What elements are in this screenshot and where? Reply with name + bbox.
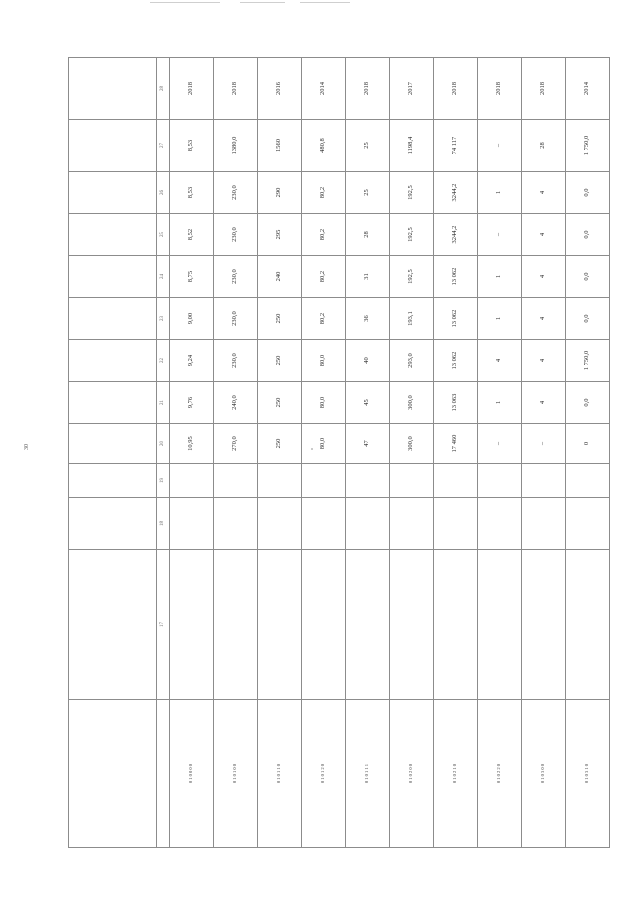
cell-y1: 250: [258, 382, 302, 424]
cell-y3: 250: [258, 298, 302, 340]
column-number-cell: 21: [157, 382, 170, 424]
header-cell-y6: [69, 172, 157, 214]
header-cell-y3: [69, 298, 157, 340]
cell-y6: 0,0: [566, 172, 610, 214]
cell-y1: 4: [522, 382, 566, 424]
cell-y4: 8,75: [170, 256, 214, 298]
cell-y6: 3244,2: [434, 172, 478, 214]
column-number-row: [157, 58, 170, 848]
column-number-cell: 25: [157, 214, 170, 256]
cell-year: 2018: [434, 58, 478, 120]
cell-y6: 4: [522, 172, 566, 214]
cell-name: [170, 550, 214, 700]
cell-y5: 295: [258, 214, 302, 256]
header-cell-name: [69, 550, 157, 700]
table-row: [390, 58, 434, 848]
cell-value: 8,53: [170, 120, 214, 172]
cell-year: 2018: [346, 58, 390, 120]
column-number-cell: 23: [157, 298, 170, 340]
cell-y3: 36: [346, 298, 390, 340]
column-number-cell: 22: [157, 340, 170, 382]
column-number-cell: 26: [157, 172, 170, 214]
table-row: [302, 58, 346, 848]
cell-y4: 4: [522, 256, 566, 298]
column-number-cell: 20: [157, 424, 170, 464]
cell-codes: 0 1 0 0 0 0: [170, 700, 214, 848]
cell-y5: 28: [346, 214, 390, 256]
cell-baseline: 47: [346, 424, 390, 464]
cell-col_b: [302, 464, 346, 498]
cell-y1: 0,0: [566, 382, 610, 424]
cell-y4: 1: [478, 256, 522, 298]
cell-y2: 4: [522, 340, 566, 382]
header-cell-col_b: [69, 464, 157, 498]
cell-unit: [170, 498, 214, 550]
column-number-cell: 24: [157, 256, 170, 298]
cell-year: 2018: [522, 58, 566, 120]
cell-name: [478, 550, 522, 700]
cell-y4: 31: [346, 256, 390, 298]
cell-baseline: 250: [258, 424, 302, 464]
indicator-table: [68, 57, 610, 848]
cell-y5: 192,5: [390, 214, 434, 256]
cell-y2: 1 750,0: [566, 340, 610, 382]
cell-col_b: [390, 464, 434, 498]
table-row: [170, 58, 214, 848]
cell-baseline: 10,95: [170, 424, 214, 464]
table-header-row: [69, 58, 157, 848]
cell-y6: 80,2: [302, 172, 346, 214]
cell-baseline: 17 460: [434, 424, 478, 464]
column-number-cell: 27: [157, 120, 170, 172]
cell-year: 2018: [214, 58, 258, 120]
cell-baseline: 0: [566, 424, 610, 464]
header-cell-y5: [69, 214, 157, 256]
cell-baseline: 270,0: [214, 424, 258, 464]
cell-name: [214, 550, 258, 700]
table-row: [258, 58, 302, 848]
scan-edge-line: [240, 2, 285, 3]
cell-col_b: [214, 464, 258, 498]
cell-col_b: [170, 464, 214, 498]
cell-name: [390, 550, 434, 700]
cell-y3: 193,1: [390, 298, 434, 340]
cell-unit: [434, 498, 478, 550]
cell-value: 28: [522, 120, 566, 172]
cell-year: 2018: [478, 58, 522, 120]
cell-value: –: [478, 120, 522, 172]
cell-col_b: [258, 464, 302, 498]
cell-codes: 0 1 0 1 1 1: [346, 700, 390, 848]
cell-value: 1380,0: [214, 120, 258, 172]
cell-col_b: [478, 464, 522, 498]
cell-year: 2018: [170, 58, 214, 120]
cell-name: [346, 550, 390, 700]
cell-baseline: –: [478, 424, 522, 464]
cell-codes: 0 1 0 1 0 0: [214, 700, 258, 848]
cell-value: 74 117: [434, 120, 478, 172]
cell-unit: [478, 498, 522, 550]
cell-y2: 4: [478, 340, 522, 382]
cell-y6: 290: [258, 172, 302, 214]
cell-col_b: [346, 464, 390, 498]
cell-y5: 230,0: [214, 214, 258, 256]
cell-y3: 13 062: [434, 298, 478, 340]
rotated-table-container: [68, 58, 610, 848]
table-row: [478, 58, 522, 848]
cell-name: [302, 550, 346, 700]
cell-y1: 9,76: [170, 382, 214, 424]
header-cell-value: [69, 120, 157, 172]
cell-y3: 4: [522, 298, 566, 340]
cell-col_b: [566, 464, 610, 498]
page-marker: 30: [24, 444, 30, 450]
cell-y2: 293,0: [390, 340, 434, 382]
cell-unit: [302, 498, 346, 550]
header-cell-y1: [69, 382, 157, 424]
scan-edge-line: [300, 2, 350, 3]
cell-value: 25: [346, 120, 390, 172]
cell-y3: 9,00: [170, 298, 214, 340]
cell-unit: [346, 498, 390, 550]
cell-y2: 13 062: [434, 340, 478, 382]
cell-y2: 80,0: [302, 340, 346, 382]
cell-col_b: [434, 464, 478, 498]
cell-y1: 1: [478, 382, 522, 424]
header-cell-year: [69, 58, 157, 120]
cell-codes: 0 1 0 2 2 0: [478, 700, 522, 848]
header-cell-y4: [69, 256, 157, 298]
cell-unit: [214, 498, 258, 550]
cell-y1: 13 063: [434, 382, 478, 424]
cell-col_b: [522, 464, 566, 498]
cell-baseline: 300,0: [390, 424, 434, 464]
cell-y4: 0,0: [566, 256, 610, 298]
header-cell-baseline: [69, 424, 157, 464]
cell-y6: 8,53: [170, 172, 214, 214]
cell-codes: 0 1 0 1 1 0: [258, 700, 302, 848]
cell-y1: 240,0: [214, 382, 258, 424]
cell-y4: 230,0: [214, 256, 258, 298]
cell-codes: 0 1 0 1 2 0: [302, 700, 346, 848]
cell-y4: 240: [258, 256, 302, 298]
cell-y4: 80,2: [302, 256, 346, 298]
cell-value: 1198,4: [390, 120, 434, 172]
cell-name: [434, 550, 478, 700]
cell-unit: [390, 498, 434, 550]
cell-year: 2017: [390, 58, 434, 120]
scan-speck: [311, 448, 313, 450]
cell-y4: 192,5: [390, 256, 434, 298]
cell-y1: 80,0: [302, 382, 346, 424]
cell-y5: 80,2: [302, 214, 346, 256]
column-number-cell: 28: [157, 58, 170, 120]
cell-codes: 0 1 0 2 0 0: [390, 700, 434, 848]
cell-y1: 300,0: [390, 382, 434, 424]
cell-value: 1560: [258, 120, 302, 172]
cell-y5: 4: [522, 214, 566, 256]
cell-codes: 0 1 0 3 1 0: [566, 700, 610, 848]
cell-y2: 9,24: [170, 340, 214, 382]
cell-year: 2016: [258, 58, 302, 120]
cell-y5: 0,0: [566, 214, 610, 256]
table-row: [434, 58, 478, 848]
cell-unit: [522, 498, 566, 550]
cell-value: 480,8: [302, 120, 346, 172]
cell-y3: 0,0: [566, 298, 610, 340]
cell-y6: 192,5: [390, 172, 434, 214]
cell-y6: 230,0: [214, 172, 258, 214]
column-number-cell: 18: [157, 498, 170, 550]
cell-codes: 0 1 0 2 1 0: [434, 700, 478, 848]
cell-name: [258, 550, 302, 700]
header-cell-unit: [69, 498, 157, 550]
cell-year: 2014: [566, 58, 610, 120]
cell-y5: –: [478, 214, 522, 256]
cell-y2: 250: [258, 340, 302, 382]
cell-name: [522, 550, 566, 700]
cell-y4: 13 062: [434, 256, 478, 298]
cell-y6: 1: [478, 172, 522, 214]
cell-y3: 230,0: [214, 298, 258, 340]
table-row: [522, 58, 566, 848]
cell-unit: [258, 498, 302, 550]
cell-y2: 230,0: [214, 340, 258, 382]
cell-y3: 80,2: [302, 298, 346, 340]
scan-edge-line: [150, 2, 220, 3]
table-row: [214, 58, 258, 848]
cell-y3: 1: [478, 298, 522, 340]
table-row: [566, 58, 610, 848]
table-row: [346, 58, 390, 848]
column-number-cell: 19: [157, 464, 170, 498]
column-number-cell: 17: [157, 550, 170, 700]
column-number-cell: [157, 700, 170, 848]
cell-name: [566, 550, 610, 700]
cell-baseline: –: [522, 424, 566, 464]
cell-y2: 40: [346, 340, 390, 382]
cell-y5: 8,52: [170, 214, 214, 256]
cell-y6: 25: [346, 172, 390, 214]
header-cell-codes: [69, 700, 157, 848]
cell-baseline: 80,0: [302, 424, 346, 464]
cell-value: 1 750,0: [566, 120, 610, 172]
cell-y5: 3244,2: [434, 214, 478, 256]
cell-unit: [566, 498, 610, 550]
cell-codes: 0 1 0 3 0 0: [522, 700, 566, 848]
cell-y1: 45: [346, 382, 390, 424]
cell-year: 2014: [302, 58, 346, 120]
header-cell-y2: [69, 340, 157, 382]
